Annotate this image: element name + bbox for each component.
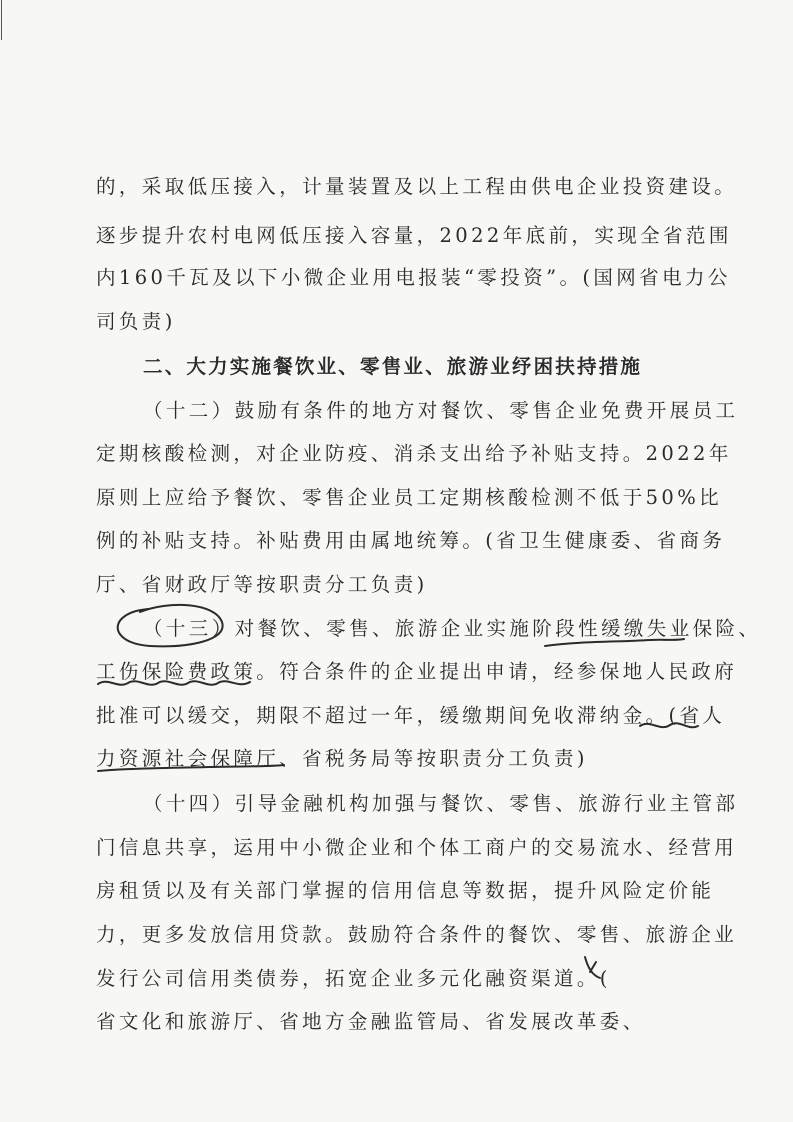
text-line-1: 的，采取低压接入，计量装置及以上工程由供电企业投资建设。 bbox=[96, 175, 738, 198]
section-heading: 二、大力实施餐饮业、零售业、旅游业纾困扶持措施 bbox=[143, 355, 643, 378]
text-line-18: 力，更多发放信用贷款。鼓励符合条件的餐饮、零售、旅游企业 bbox=[96, 923, 738, 946]
text-line-10: 厅、省财政厅等按职责分工负责) bbox=[96, 573, 428, 596]
text-line-20: 省文化和旅游厅、省地方金融监管局、省发展改革委、 bbox=[96, 1010, 646, 1033]
text-line-13: 批准可以缓交，期限不超过一年，缓缴期间免收滞纳金。(省人 bbox=[96, 704, 726, 727]
text-line-9: 例的补贴支持。补贴费用由属地统筹。(省卫生健康委、省商务 bbox=[96, 529, 726, 552]
scan-edge-line bbox=[1, 0, 2, 40]
text-line-3: 内160千瓦及以下小微企业用电报装“零投资”。(国网省电力公 bbox=[96, 266, 731, 289]
text-line-4: 司负责) bbox=[96, 310, 176, 333]
text-line-16: 门信息共享，运用中小微企业和个体工商户的交易流水、经营用 bbox=[96, 836, 738, 859]
text-line-6: （十二）鼓励有条件的地方对餐饮、零售企业免费开展员工 bbox=[143, 399, 739, 422]
text-line-15: （十四）引导金融机构加强与餐饮、零售、旅游行业主管部 bbox=[143, 792, 739, 815]
text-line-8: 原则上应给予餐饮、零售企业员工定期核酸检测不低于50%比 bbox=[96, 486, 723, 509]
text-line-14: 力资源社会保障厅、省税务局等按职责分工负责) bbox=[96, 747, 588, 770]
text-line-7: 定期核酸检测，对企业防疫、消杀支出给予补贴支持。2022年 bbox=[96, 442, 732, 465]
text-line-17: 房租赁以及有关部门掌握的信用信息等数据，提升风险定价能 bbox=[96, 879, 715, 902]
text-line-11: （十三）对餐饮、零售、旅游企业实施阶段性缓缴失业保险、 bbox=[143, 617, 762, 640]
text-line-2: 逐步提升农村电网低压接入容量，2022年底前，实现全省范围 bbox=[96, 224, 732, 247]
text-line-12: 工伤保险费政策。符合条件的企业提出申请，经参保地人民政府 bbox=[96, 660, 738, 683]
text-line-19: 发行公司信用类债券，拓宽企业多元化融资渠道。( bbox=[96, 967, 611, 990]
